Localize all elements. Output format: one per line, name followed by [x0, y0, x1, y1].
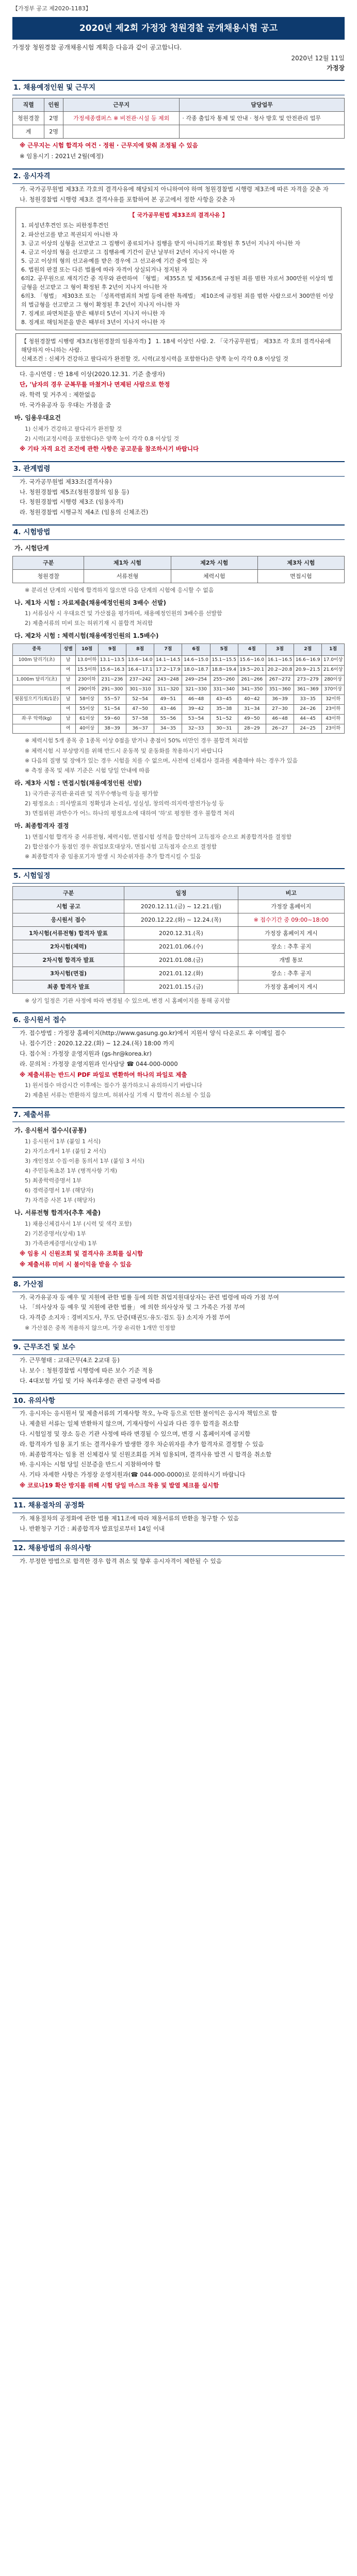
table-cell: 가정장 홈페이지	[238, 900, 344, 913]
table-header: 직렬	[13, 98, 44, 112]
list-item: 단, '남자의 경우 군복무를 마쳤거나 면제된 사람으로 한정	[20, 380, 170, 388]
table-cell: 52~54	[126, 694, 154, 704]
table-header: 인원	[44, 98, 63, 112]
table-row	[13, 940, 345, 954]
table-cell: 장소 : 추후 공지	[238, 940, 344, 954]
table-cell: 청원경찰	[13, 112, 44, 125]
table-cell: 311~320	[154, 685, 182, 694]
table-cell: 2차시험 합격자 발표	[13, 954, 124, 967]
table-cell: 13.0이하	[76, 655, 99, 665]
table-header: 1점	[322, 644, 345, 656]
table-cell: 255~260	[210, 675, 238, 685]
section-note: ※ 상기 일정은 기관 사정에 따라 변경될 수 있으며, 변경 시 홈페이지를 통해 공지함	[25, 997, 231, 1005]
list-item: 1) 응시원서 1부 (붙임 1 서식)	[25, 1138, 101, 1145]
table-cell: 321~330	[182, 685, 210, 694]
table-row	[13, 967, 345, 980]
box-line: 6의2. 공무원으로 재직기간 중 직무와 관련하여 「형법」 제355조 및 제356조에 규정된 죄를 범한 자로서 300만원 이상의 벌금형을 선고받고 그 형이 확정된 후 2년이 지나지 아니한 자	[21, 275, 333, 291]
table-row	[13, 694, 345, 704]
list-item: 다. 시험일정 및 장소 등은 기관 사정에 따라 변경될 수 있으며, 변경 시 홈페이지에 공지함	[20, 1430, 251, 1438]
table-cell: ※ 접수기간 중 09:00~18:00	[238, 913, 344, 927]
table-cell: 20.9~21.5	[294, 665, 322, 675]
table-header: 10점	[76, 644, 99, 656]
table-cell: 17.2~17.9	[154, 665, 182, 675]
table-cell: 시험 공고	[13, 900, 124, 913]
list-item: 라. 합격자가 임용 포기 또는 결격사유가 발생한 경우 차순위자를 추가 합격자로 결정할 수 있음	[20, 1440, 264, 1448]
table-header: 일정	[124, 887, 238, 900]
list-item: 다. 응시연령 : 만 18세 이상(2020.12.31. 기준 출생자)	[20, 370, 165, 378]
table-cell: 55~57	[98, 694, 126, 704]
table-cell: 49~51	[154, 694, 182, 704]
subsection-heading: 다. 제2차 시험 : 체력시험(채용예정인원의 1.5배수)	[14, 632, 159, 640]
table-row	[13, 112, 345, 125]
table-cell: 341~350	[238, 685, 266, 694]
table-header: 3점	[266, 644, 294, 656]
table-row	[13, 569, 345, 583]
table-cell: 18.0~18.7	[182, 665, 210, 675]
table-row	[13, 954, 345, 967]
list-item: 2) 평정요소 : 의사발표의 정확성과 논리성, 성실성, 창의력·의지력·발전가능성 등	[25, 800, 224, 807]
table-cell: 290이하	[76, 685, 99, 694]
table-cell: 2명	[44, 125, 63, 139]
table-cell: 55~56	[154, 714, 182, 724]
table-cell: 개별 통보	[238, 954, 344, 967]
table-cell: 30~31	[210, 724, 238, 734]
section-heading: 8. 가산점	[12, 1277, 345, 1292]
table-cell: 231~236	[98, 675, 126, 685]
subsection-heading: 가. 응시원서 접수시(공통)	[14, 1127, 87, 1134]
table-cell: 51~52	[210, 714, 238, 724]
table-cell	[13, 685, 61, 694]
list-item: 다. 자격증 소지자 : 경비지도사, 무도 단증(태권도·유도·검도 등) 소지자 가점 부여	[20, 1314, 231, 1321]
table-cell: 남	[61, 655, 76, 665]
table-cell: 17.0이상	[322, 655, 345, 665]
table-row	[13, 724, 345, 734]
table-cell: 237~242	[126, 675, 154, 685]
list-item: 가. 부정한 방법으로 합격한 경우 합격 취소 및 향후 응시자격이 제한될 수 있음	[20, 1557, 222, 1565]
list-item: 다. 4대보험 가입 및 기타 복리후생은 관련 규정에 따름	[20, 1377, 161, 1384]
table-cell: 39~42	[182, 704, 210, 714]
table-cell: 55이상	[76, 704, 99, 714]
section-heading: 2. 응시자격	[12, 168, 345, 184]
table-cell: 31~34	[238, 704, 266, 714]
table-cell	[13, 665, 61, 675]
table-row	[13, 125, 345, 139]
box-line: 6. 법원의 판결 또는 다른 법률에 따라 자격이 상실되거나 정지된 자	[21, 266, 187, 273]
list-item: 가. 국가공무원법 제33조(결격사유)	[20, 478, 112, 485]
announcement-date: 2020년 12월 11일	[291, 54, 345, 62]
table-cell: 361~369	[294, 685, 322, 694]
list-item: 4) 주민등록초본 1부 (병적사항 기재)	[25, 1167, 117, 1175]
table-cell: 1,000m 달리기(초)	[13, 675, 61, 685]
table-cell: 100m 달리기(초)	[13, 655, 61, 665]
list-item: 2) 제출된 서류는 반환하지 않으며, 허위사실 기재 시 합격이 취소될 수 있음	[25, 1092, 212, 1099]
section-heading: 4. 시험방법	[12, 524, 345, 540]
table-cell: 53~54	[182, 714, 210, 724]
table-cell: 370이상	[322, 685, 345, 694]
list-item: 가. 채용절차의 공정화에 관한 법률 제11조에 따라 채용서류의 반환을 청구할 수 있음	[20, 1514, 239, 1522]
table-cell: 2명	[44, 112, 63, 125]
table-cell: 351~360	[266, 685, 294, 694]
section-heading: 6. 응시원서 접수	[12, 1012, 345, 1028]
box-title: 【 국가공무원법 제33조의 결격사유 】	[129, 212, 228, 219]
table-cell: 16.1~16.5	[266, 655, 294, 665]
list-item: 가. 접수방법 : 가정장 홈페이지(http://www.gasung.go.kr)에서 지원서 양식 다운로드 후 이메일 접수	[20, 1029, 286, 1037]
box-line: 6의3. 「형법」 제303조 또는 「성폭력범죄의 처벌 등에 관한 특례법」 제10조에 규정된 죄를 범한 사람으로서 300만원 이상의 벌금형을 선고받고 그 형이 확정된 후 2년이 지나지 아니한 자	[21, 292, 334, 308]
table-cell: 가정세종캠퍼스 ※ 비전관·시설 등 제외	[63, 112, 180, 125]
table-cell: 가정장 홈페이지 게시	[238, 927, 344, 940]
table-cell: 331~340	[210, 685, 238, 694]
table-header: 제2차 시험	[171, 556, 257, 569]
table-row	[13, 685, 345, 694]
table-cell	[180, 125, 345, 139]
table-cell: 윗몸일으키기(회/1분)	[13, 694, 61, 704]
list-item: 나. 청원경찰법 제5조(청원경찰의 임용 등)	[20, 488, 129, 496]
table-header: 5점	[210, 644, 238, 656]
list-item: 1) 신체가 건강하고 팔다리가 완전할 것	[25, 426, 122, 432]
table-header: 2점	[294, 644, 322, 656]
section-note: ※ 다음의 질병 및 장애가 있는 경우 시험을 치를 수 없으며, 사전에 신체검사 결과를 제출해야 하는 경우가 있음	[25, 757, 298, 764]
section-note: ※ 최종합격자 중 임용포기자 발생 시 차순위자를 추가 합격시킬 수 있음	[25, 853, 201, 860]
table-cell	[13, 704, 61, 714]
table-header: 구분	[13, 887, 124, 900]
list-item: 1) 원서접수 마감시간 이후에는 접수가 불가하오니 유의하시기 바랍니다	[25, 1082, 202, 1089]
table-header: 담당업무	[180, 98, 345, 112]
table-row	[13, 655, 345, 665]
table-cell: 응시원서 접수	[13, 913, 124, 927]
table-header: 종목	[13, 644, 61, 656]
list-item: 1) 서류심사 시 우대요건 및 가산점을 평가하며, 채용예정인원의 3배수를 선발함	[25, 610, 222, 617]
list-item: 1) 국가관·공직관·윤리관 및 직무수행능력 등을 평가함	[25, 790, 158, 798]
table-cell: 16.4~17.1	[126, 665, 154, 675]
table-cell: 43이하	[322, 714, 345, 724]
table-row	[13, 980, 345, 994]
table-header: 4점	[238, 644, 266, 656]
warning-note: ※ 임용 시 신원조회 및 결격사유 조회를 실시함	[20, 1250, 143, 1258]
section-heading: 9. 근무조건 및 보수	[12, 1340, 345, 1355]
table-cell: 24~26	[294, 704, 322, 714]
warning-note: ※ 코로나19 확산 방지를 위해 시험 당일 마스크 착용 및 발열 체크를 실시함	[20, 1482, 219, 1489]
section-note: ※ 가산점은 중복 적용하지 않으며, 가장 유리한 1개만 인정함	[25, 1325, 176, 1332]
table-header: 비고	[238, 887, 344, 900]
list-item: 2) 기본증명서(상세) 1부	[25, 1230, 86, 1238]
fitness-table	[12, 643, 345, 734]
announcement-title: 2020년 제2회 가정장 청원경찰 공개채용시험 공고	[12, 17, 345, 40]
table-cell: 43~46	[154, 704, 182, 714]
table-cell: 49~50	[238, 714, 266, 724]
eligibility-box	[15, 333, 342, 367]
list-item: 다. 청원경찰법 시행령 제3조 (임용자격)	[20, 498, 124, 506]
table-row	[13, 714, 345, 724]
table-cell: 23이하	[322, 704, 345, 714]
list-item: 2) 시력(교정시력을 포함한다)은 양쪽 눈이 각각 0.8 이상일 것	[25, 435, 180, 443]
section-heading: 10. 유의사항	[12, 1393, 345, 1409]
table-cell: 28~29	[238, 724, 266, 734]
box-line: 신체조건 : 신체가 건강하고 팔다리가 완전할 것, 시력(교정시력을 포함한다)은 양쪽 눈이 각각 0.8 이상일 것	[21, 355, 288, 363]
box-line: 2. 파산선고를 받고 복권되지 아니한 자	[21, 231, 118, 238]
table-cell: 남	[61, 675, 76, 685]
table-row	[13, 900, 345, 913]
warning-note: ※ 기타 자격 요건 조건에 관한 사항은 공고문을 참조하시기 바랍니다	[20, 445, 199, 453]
list-item: 가. 응시자는 응시원서 및 제출서류의 기재사항 착오, 누락 등으로 인한 불이익은 응시자 책임으로 함	[20, 1410, 278, 1417]
section-heading: 5. 시험일정	[12, 868, 345, 884]
table-cell: 280이상	[322, 675, 345, 685]
list-item: 가. 국가공무원법 제33조 각호의 결격사유에 해당되지 아니하여야 하며 청원경찰법 시행령 제3조에 따른 자격을 갖춘 자	[20, 185, 329, 193]
table-cell: 34~35	[154, 724, 182, 734]
list-item: 1) 면접시험 합격자 중 서류전형, 체력시험, 면접시험 성적을 합산하여 고득점자 순으로 최종합격자를 결정함	[25, 833, 292, 840]
table-header: 6점	[182, 644, 210, 656]
table-cell: 46~48	[266, 714, 294, 724]
subsection-heading: 라. 제3차 시험 : 면접시험(채용예정인원 선발)	[14, 779, 142, 787]
warning-note: ※ 제출서류는 반드시 PDF 파일로 변환하여 하나의 파일로 제출	[20, 1071, 187, 1078]
table-cell: 57~58	[126, 714, 154, 724]
table-cell: 24~25	[294, 724, 322, 734]
table-cell: 체력시험	[171, 569, 257, 583]
table-cell: 여	[61, 704, 76, 714]
section-heading: 7. 제출서류	[12, 1107, 345, 1123]
list-item: 마. 국가유공자 등 우대는 가점을 줌	[20, 401, 111, 409]
table-cell: 40~42	[238, 694, 266, 704]
table-cell: 15.6~16.3	[98, 665, 126, 675]
list-item: 나. 반환청구 기간 : 최종합격자 발표일로부터 14일 이내	[20, 1524, 165, 1532]
table-header: 제3차 시험	[257, 556, 344, 569]
table-cell: 19.5~20.1	[238, 665, 266, 675]
list-item: 3) 가족관계증명서(상세) 1부	[25, 1240, 98, 1247]
table-cell: 26~27	[266, 724, 294, 734]
table-cell: 남	[61, 694, 76, 704]
table-cell: 36~37	[126, 724, 154, 734]
table-cell: 14.6~15.0	[182, 655, 210, 665]
table-header: 7점	[154, 644, 182, 656]
list-item: 나. 접수기간 : 2020.12.22.(화) ~ 12.24.(목) 18:00 까지	[20, 1040, 174, 1047]
table-cell: 36~39	[266, 694, 294, 704]
table-header: 성별	[61, 644, 76, 656]
table-cell: 2020.12.31.(목)	[124, 927, 238, 940]
box-line: 8. 징계로 해임처분을 받은 때부터 3년이 지나지 아니한 자	[21, 318, 166, 326]
table-header: 8점	[126, 644, 154, 656]
table-cell: 면접시험	[257, 569, 344, 583]
list-item: 가. 국가유공자 등 예우 및 지원에 관한 법률 등에 의한 취업지원대상자는 관련 법령에 따라 가점 부여	[20, 1293, 279, 1301]
table-cell: 서류전형	[84, 569, 171, 583]
box-line: 3. 금고 이상의 실형을 선고받고 그 집행이 종료되거나 집행을 받지 아니하기로 확정된 후 5년이 지나지 아니한 자	[21, 240, 300, 247]
table-cell: 21.6이상	[322, 665, 345, 675]
table-cell: 계	[13, 125, 44, 139]
table-cell: 61이상	[76, 714, 99, 724]
table-cell: 47~50	[126, 704, 154, 714]
table-cell: 청원경찰	[13, 569, 84, 583]
table-cell: 58이상	[76, 694, 99, 704]
table-cell: 2021.01.06.(수)	[124, 940, 238, 954]
subsection-heading: 가. 시험단계	[14, 545, 49, 552]
table-cell	[13, 724, 61, 734]
section-heading: 12. 채용방법의 유의사항	[12, 1540, 345, 1556]
table-cell: 여	[61, 685, 76, 694]
list-item: 마. 최종합격자는 임용 전 신체검사 및 신원조회를 거쳐 임용되며, 결격사유 발견 시 합격을 취소함	[20, 1450, 272, 1458]
table-cell: 44~45	[294, 714, 322, 724]
list-item: 1) 채용신체검사서 1부 (시력 및 색각 포함)	[25, 1220, 132, 1227]
table-cell: 32~33	[182, 724, 210, 734]
section-note: ※ 임용시기 : 2021년 2월(예정)	[20, 152, 104, 160]
table-cell: 15.1~15.5	[210, 655, 238, 665]
table-cell: 13.1~13.5	[98, 655, 126, 665]
list-item: 나. 「의사상자 등 예우 및 지원에 관한 법률」 에 의한 의사상자 및 그 가족은 가점 부여	[20, 1303, 245, 1311]
section-note: ※ 체력시험 시 부상방지를 위해 반드시 운동복 및 운동화를 착용하시기 바랍니다	[25, 747, 223, 754]
table-cell: 장소 : 추후 공지	[238, 967, 344, 980]
table-cell: 33~35	[294, 694, 322, 704]
list-item: 2) 합산점수가 동점인 경우 취업보호대상자, 면접시험 고득점자 순으로 결정함	[25, 843, 217, 851]
section-heading: 11. 채용절차의 공정화	[12, 1498, 345, 1513]
table-cell: 2021.01.15.(금)	[124, 980, 238, 994]
box-line: 1. 피성년후견인 또는 피한정후견인	[21, 222, 109, 229]
subsection-heading: 나. 제1차 시험 : 자료제출(채용예정인원의 3배수 선발)	[14, 599, 166, 606]
table-cell: 15.5이하	[76, 665, 99, 675]
table-cell: · 각종 출입자 통제 및 안내 · 청사 방호 및 안전관리 업무	[180, 112, 345, 125]
subsection-heading: 바. 임용우대요건	[14, 414, 61, 422]
section-heading: 1. 채용예정인원 및 근무지	[12, 80, 345, 95]
table-cell: 여	[61, 665, 76, 675]
table-cell: 2차시험(체력)	[13, 940, 124, 954]
table-cell: 여	[61, 724, 76, 734]
list-item: 라. 문의처 : 가정장 운영지원과 인사담당 ☎ 044-000-0000	[20, 1060, 178, 1067]
box-line: 7. 징계로 파면처분을 받은 때부터 5년이 지나지 아니한 자	[21, 310, 166, 317]
schedule-table	[12, 886, 345, 994]
list-item: 7) 자격증 사본 1부 (해당자)	[25, 1197, 95, 1204]
box-line: 【 청원경찰법 시행령 제3조(청원경찰의 임용자격) 】 1. 18세 이상인 사람. 2. 「국가공무원법」 제33조 각 호의 결격사유에 해당하지 아니하는 사람.	[21, 338, 331, 354]
table-cell: 14.1~14.5	[154, 655, 182, 665]
table-cell: 267~272	[266, 675, 294, 685]
list-item: 나. 제출된 서류는 일체 반환하지 않으며, 기재사항이 사실과 다른 경우 합격을 취소함	[20, 1420, 239, 1428]
table-cell: 46~48	[182, 694, 210, 704]
table-cell: 35~38	[210, 704, 238, 714]
section-note: ※ 측정 종목 및 세부 기준은 시험 당일 안내에 따름	[25, 767, 150, 774]
table-row	[13, 913, 345, 927]
table-cell: 16.6~16.9	[294, 655, 322, 665]
table-cell: 27~30	[266, 704, 294, 714]
box-line: 4. 금고 이상의 형을 선고받고 그 집행유예 기간이 끝난 날부터 2년이 지나지 아니한 자	[21, 248, 235, 256]
table-cell: 1차시험(서류전형) 합격자 발표	[13, 927, 124, 940]
table-header: 구분	[13, 556, 84, 569]
list-item: 나. 보수 : 청원경찰법 시행령에 따른 보수 기준 적용	[20, 1366, 153, 1374]
table-cell: 43~45	[210, 694, 238, 704]
table-cell: 59~60	[98, 714, 126, 724]
table-cell: 23이하	[322, 724, 345, 734]
list-item: 2) 제출서류의 미비 또는 허위기재 시 불합격 처리함	[25, 620, 153, 627]
table-cell: 3차시험(면접)	[13, 967, 124, 980]
section-note: ※ 체력시험 5개 종목 중 1종목 이상 0점을 받거나 총점이 50% 미만인 경우 불합격 처리함	[25, 737, 249, 744]
section-note: ※ 분리선 단계의 시험에 합격하지 않으면 다음 단계의 시험에 응시할 수 없음	[25, 586, 214, 594]
list-item: 사. 기타 자세한 사항은 가정장 운영지원과(☎ 044-000-0000)로 문의하시기 바랍니다	[20, 1471, 246, 1479]
positions-table	[12, 98, 345, 139]
table-cell: 가정장 홈페이지 게시	[238, 980, 344, 994]
table-row	[13, 704, 345, 714]
list-item: 라. 청원경찰법 시행규칙 제4조 (임용의 신체조건)	[20, 509, 149, 516]
table-cell: 2020.12.22.(화) ~ 12.24.(목)	[124, 913, 238, 927]
table-cell: 15.6~16.0	[238, 655, 266, 665]
table-cell: 261~266	[238, 675, 266, 685]
list-item: 3) 개인정보 수집·이용 동의서 1부 (붙임 3 서식)	[25, 1158, 144, 1165]
table-cell: 최종 합격자 발표	[13, 980, 124, 994]
table-cell: 남	[61, 714, 76, 724]
subsection-heading: 마. 최종합격자 결정	[14, 822, 69, 830]
list-item: 5) 최종학력증명서 1부	[25, 1177, 82, 1184]
table-cell: 18.8~19.4	[210, 665, 238, 675]
table-cell: 301~310	[126, 685, 154, 694]
table-cell: 2020.12.11.(금) ~ 12.21.(월)	[124, 900, 238, 913]
table-header: 근무지	[63, 98, 180, 112]
table-cell: 20.2~20.8	[266, 665, 294, 675]
list-item: 3) 면접위원 과반수가 어느 하나의 평정요소에 대하여 '하'로 평정한 경우 불합격 처리	[25, 810, 235, 817]
table-header: 제1차 시험	[84, 556, 171, 569]
list-item: 라. 학력 및 거주지 : 제한없음	[20, 391, 96, 398]
table-row	[13, 665, 345, 675]
list-item: 6) 경력증명서 1부 (해당자)	[25, 1187, 93, 1194]
list-item: 바. 응시자는 시험 당일 신분증을 반드시 지참하여야 함	[20, 1461, 161, 1468]
table-cell: 32이하	[322, 694, 345, 704]
table-cell: 40이상	[76, 724, 99, 734]
table-cell: 273~279	[294, 675, 322, 685]
disqualification-box	[15, 207, 342, 330]
intro-text: 가정장 청원경찰 공개채용시험 계획을 다음과 같이 공고합니다.	[12, 44, 182, 52]
table-cell: 좌·우 악력(kg)	[13, 714, 61, 724]
warning-note: ※ 제출서류 미비 시 불이익을 받을 수 있음	[20, 1260, 132, 1268]
subsection-heading: 나. 서류전형 합격자(추후 제출)	[14, 1209, 101, 1217]
table-row	[13, 927, 345, 940]
document-number: 【가정부 공고 제2020-1183】	[12, 5, 91, 12]
organization-name: 가정장	[327, 64, 345, 72]
table-cell: 2021.01.08.(금)	[124, 954, 238, 967]
section-heading: 3. 관계법령	[12, 461, 345, 477]
table-cell: 2021.01.12.(화)	[124, 967, 238, 980]
table-cell: 291~300	[98, 685, 126, 694]
list-item: 나. 청원경찰법 시행령 제3조 결격사유를 포함하여 본 공고에서 정한 사항을 갖춘 자	[20, 195, 235, 203]
box-line: 5. 금고 이상의 형의 선고유예를 받은 경우에 그 선고유예 기간 중에 있는 자	[21, 257, 207, 264]
table-row	[13, 675, 345, 685]
table-cell: 243~248	[154, 675, 182, 685]
table-cell: 51~54	[98, 704, 126, 714]
table-cell: 13.6~14.0	[126, 655, 154, 665]
list-item: 2) 자기소개서 1부 (붙임 2 서식)	[25, 1148, 106, 1155]
section-note: ※ 근무지는 시험 합격자 여건 · 정원 · 근무지에 맞춰 조정될 수 있음	[20, 142, 198, 149]
table-cell: 230이하	[76, 675, 99, 685]
table-cell: 38~39	[98, 724, 126, 734]
table-header: 9점	[98, 644, 126, 656]
table-cell	[63, 125, 180, 139]
table-cell: 249~254	[182, 675, 210, 685]
stage-table	[12, 556, 345, 583]
list-item: 다. 접수처 : 가정장 운영지원과 (gs-hr@korea.kr)	[20, 1050, 152, 1057]
list-item: 가. 근무형태 : 교대근무(4조 2교대 등)	[20, 1357, 120, 1364]
